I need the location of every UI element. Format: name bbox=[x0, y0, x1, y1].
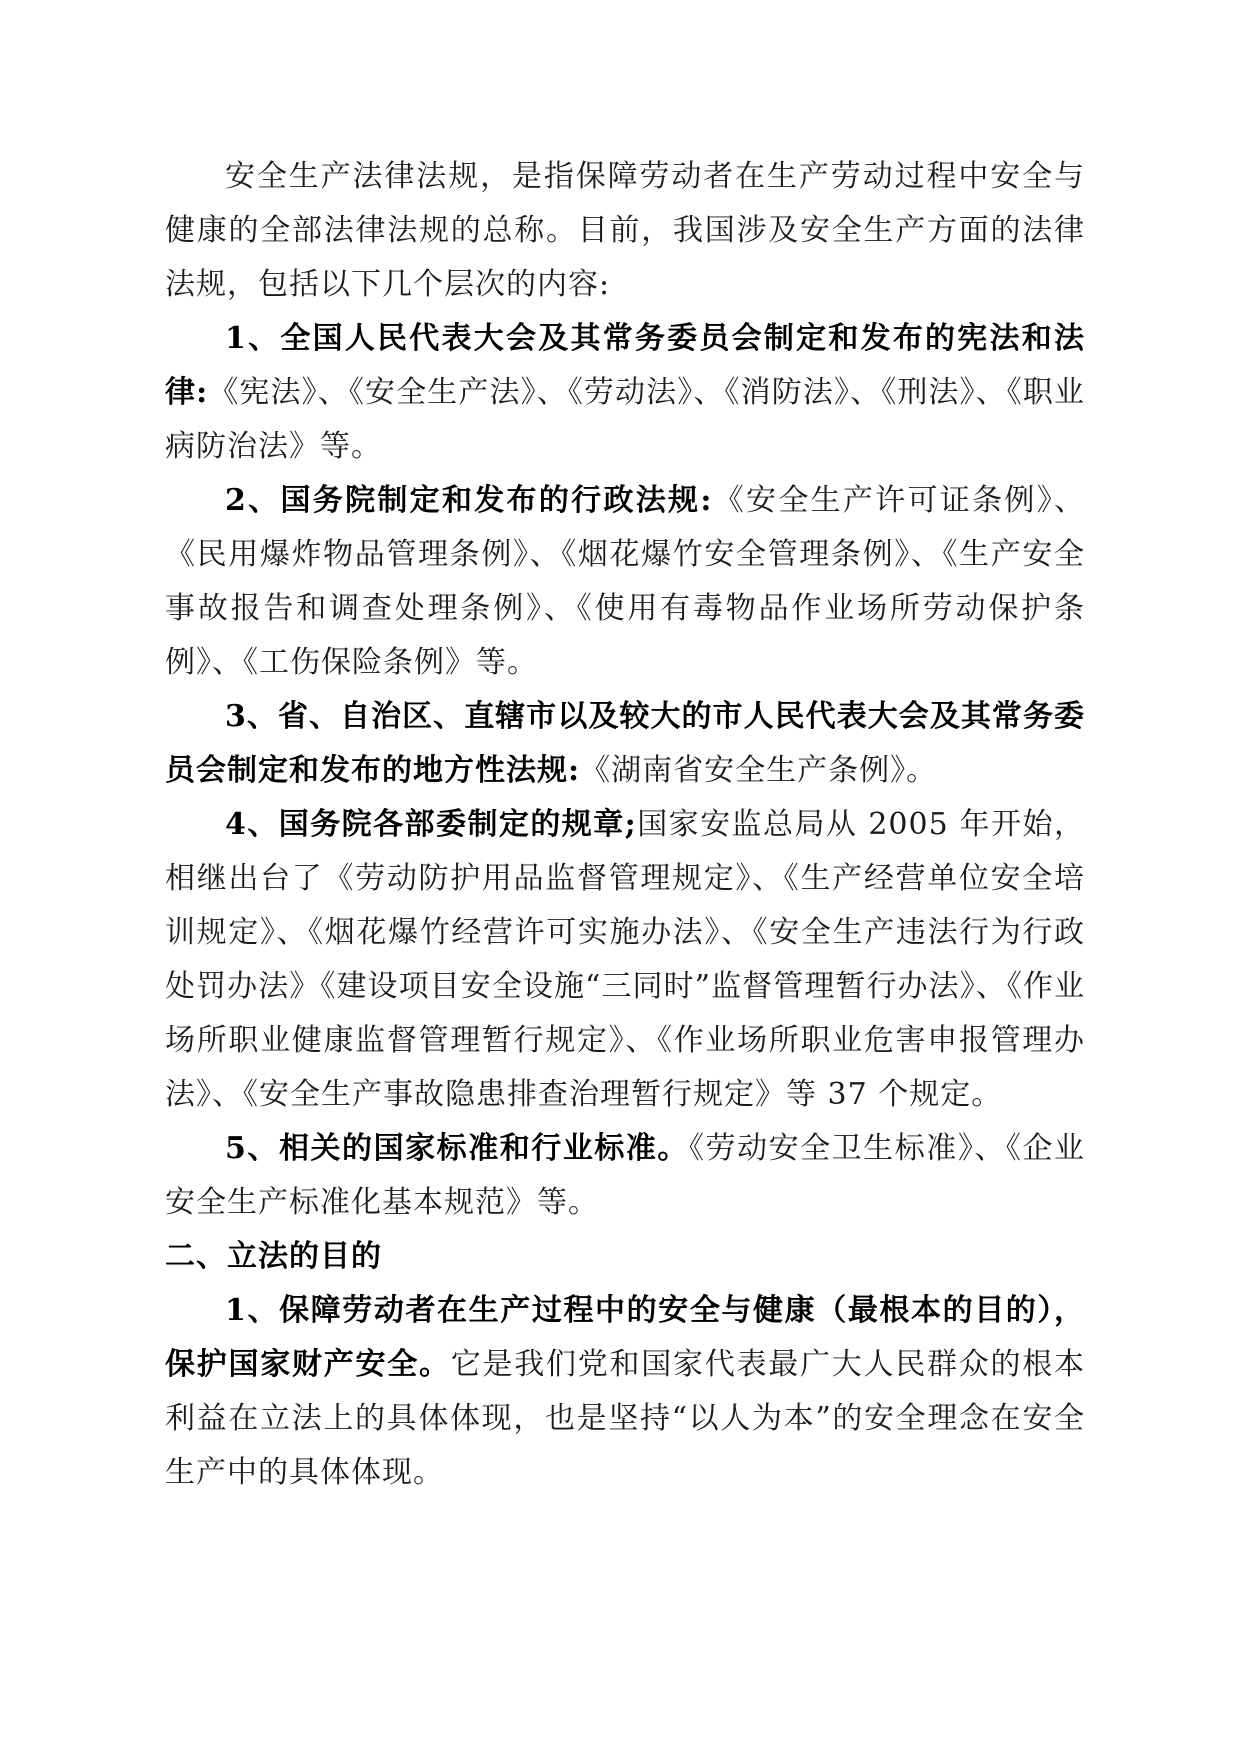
paragraph-3-text: 《湖南省安全生产条例》。 bbox=[580, 753, 938, 788]
paragraph-1-heading: 1、全国人民代表大会及其常务委员会制定和发布的宪法和法律: bbox=[165, 321, 1085, 410]
paragraph-2-text: 《安全生产许可证条例》、《民用爆炸物品管理条例》、《烟花爆竹安全管理条例》、《生产安全事故报告和调查处理条例》、《使用有毒物品作业场所劳动保护条例》、《工伤保险条例》等。 bbox=[165, 483, 1085, 680]
intro-text: 安全生产法律法规，是指保障劳动者在生产劳动过程中安全与健康的全部法律法规的总称。目前，我国涉及安全生产方面的法律法规，包括以下几个层次的内容: bbox=[165, 159, 1085, 302]
paragraph-3-heading: 3、省、自治区、直辖市以及较大的市人民代表大会及其常务委员会制定和发布的地方性法规: bbox=[165, 699, 1085, 788]
paragraph-2 bbox=[165, 474, 1085, 690]
section-2-paragraph-1-text: 它是我们党和国家代表最广大人民群众的根本利益在立法上的具体体现，也是坚持“以人为本”的安全理念在安全生产中的具体体现。 bbox=[165, 1347, 1085, 1490]
document-body bbox=[165, 150, 1085, 1500]
section-2-paragraph-1-heading: 1、保障劳动者在生产过程中的安全与健康（最根本的目的），保护国家财产安全。 bbox=[165, 1293, 1085, 1382]
paragraph-4-heading: 4、国务院各部委制定的规章; bbox=[225, 807, 637, 842]
paragraph-1-text: 《宪法》、《安全生产法》、《劳动法》、《消防法》、《刑法》、《职业病防治法》等。 bbox=[165, 375, 1086, 464]
paragraph-5 bbox=[165, 1122, 1085, 1230]
paragraph-2-heading: 2、国务院制定和发布的行政法规: bbox=[225, 483, 713, 518]
section-2-paragraph-1 bbox=[165, 1284, 1085, 1500]
paragraph-4-text: 国家安监总局从 2005 年开始，相继出台了《劳动防护用品监督管理规定》、《生产经营单位安全培训规定》、《烟花爆竹经营许可实施办法》、《安全生产违法行为行政处罚办法》《建设项目安全设施“三同时”监督管理暂行办法》、《作业场所职业健康监督管理暂行规定》、《作业场所职业危害申报管理办法》、《安全生产事故隐患排查治理暂行规定》等 37 个规定。 bbox=[165, 807, 1085, 1112]
paragraph-4 bbox=[165, 798, 1085, 1122]
paragraph-3 bbox=[165, 690, 1085, 798]
paragraph-1 bbox=[165, 312, 1085, 474]
paragraph-5-heading: 5、相关的国家标准和行业标准。 bbox=[225, 1131, 689, 1166]
section-2-heading: 二、立法的目的 bbox=[165, 1239, 382, 1274]
intro-paragraph bbox=[165, 150, 1085, 312]
paragraph-5-text: 《劳动安全卫生标准》、《企业安全生产标准化基本规范》等。 bbox=[165, 1131, 1086, 1220]
